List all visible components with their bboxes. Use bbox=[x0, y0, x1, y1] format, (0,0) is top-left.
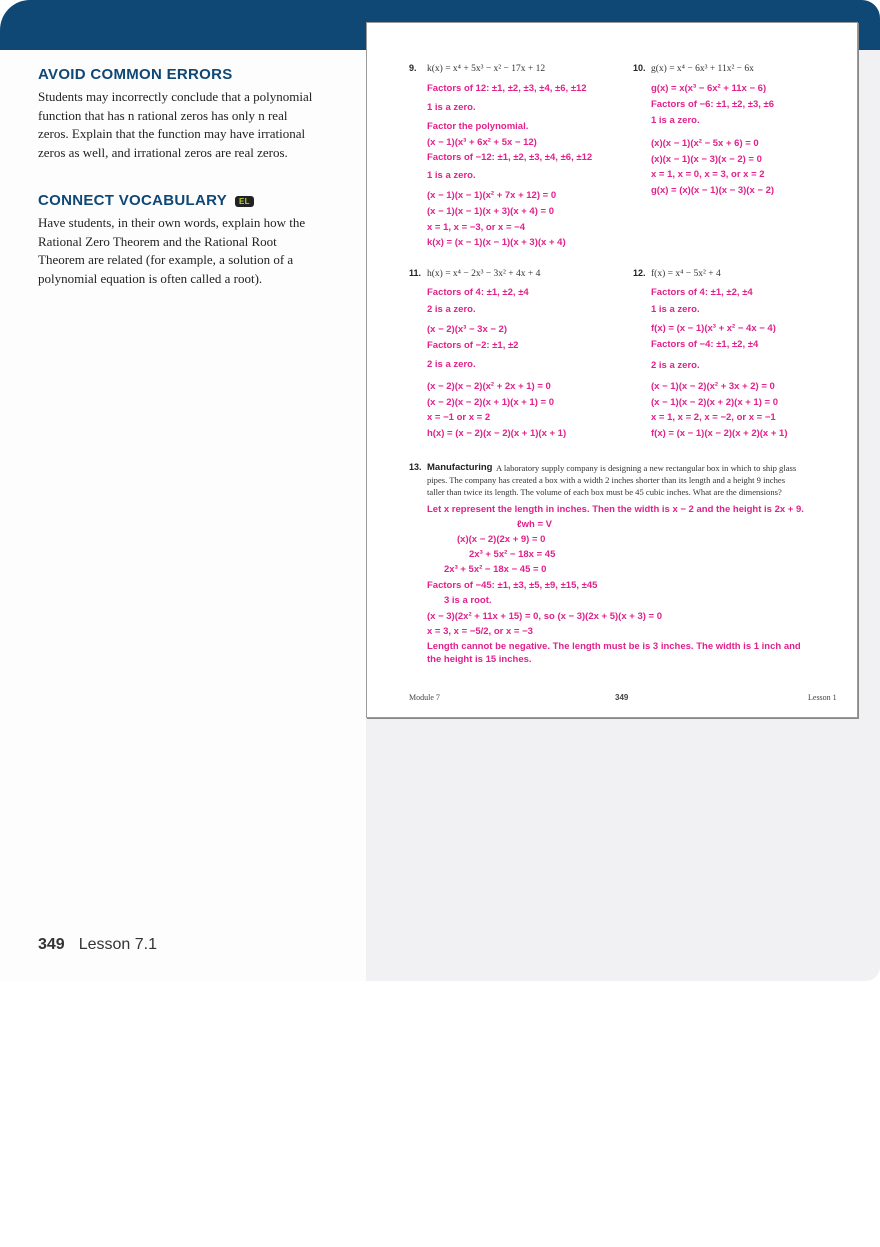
answer-line: (x − 2)(x − 2)(x² + 2x + 1) = 0 bbox=[427, 381, 551, 392]
answer-line: (x − 1)(x − 2)(x + 2)(x + 1) = 0 bbox=[651, 397, 778, 408]
teacher-notes-panel bbox=[0, 50, 366, 981]
answer-line: x = 1, x = −3, or x = −4 bbox=[427, 222, 525, 233]
answer-line: f(x) = (x − 1)(x³ + x² − 4x − 4) bbox=[651, 323, 776, 334]
problem-question-line: A laboratory supply company is designing a new rectangular box in which to ship glass bbox=[496, 463, 797, 473]
answer-line: Length cannot be negative. The length must be is 3 inches. The width is 1 inch and bbox=[427, 641, 801, 652]
heading-text: CONNECT VOCABULARY bbox=[38, 192, 228, 209]
text-line: Rational Zero Theorem and the Rational Root bbox=[38, 233, 277, 249]
answer-line: Factors of 4: ±1, ±2, ±4 bbox=[651, 287, 753, 298]
answer-line: (x)(x − 1)(x² − 5x + 6) = 0 bbox=[651, 138, 759, 149]
answer-line: k(x) = (x − 1)(x − 1)(x + 3)(x + 4) bbox=[427, 237, 566, 248]
problem-title: Manufacturing bbox=[427, 462, 493, 473]
answer-line: (x)(x − 1)(x − 3)(x − 2) = 0 bbox=[651, 154, 762, 165]
text-line: Students may incorrectly conclude that a polynomial bbox=[38, 89, 313, 104]
answer-line: 1 is a zero. bbox=[651, 304, 700, 315]
answer-line: f(x) = (x − 1)(x − 2)(x + 2)(x + 1) bbox=[651, 428, 788, 439]
answer-line: Factors of 12: ±1, ±2, ±3, ±4, ±6, ±12 bbox=[427, 83, 587, 94]
answer-line: Factors of −2: ±1, ±2 bbox=[427, 340, 519, 351]
problem-number: 11. bbox=[409, 268, 422, 278]
answer-line: 2 is a zero. bbox=[427, 359, 476, 370]
answer-line: Let x represent the length in inches. Then the width is x − 2 and the height is 2x + 9. bbox=[427, 504, 804, 515]
lesson-page-footer bbox=[38, 936, 157, 954]
answer-line: Factors of −12: ±1, ±2, ±3, ±4, ±6, ±12 bbox=[427, 152, 593, 163]
text-line: zeros as well, and irrational zeros are real zeros. bbox=[38, 145, 288, 161]
lesson-label: Lesson 7.1 bbox=[78, 936, 157, 953]
text-line: function that has n rational zeros has only n real bbox=[38, 107, 288, 123]
answer-line: Factors of 4: ±1, ±2, ±4 bbox=[427, 287, 529, 298]
problem-question: f(x) = x⁴ − 5x² + 4 bbox=[651, 269, 721, 279]
problem-number: 12. bbox=[633, 268, 646, 278]
answer-line: Factors of −4: ±1, ±2, ±4 bbox=[651, 339, 759, 350]
answer-line: 2 is a zero. bbox=[651, 360, 700, 371]
text-line: zeros. Explain that the function may have irrational bbox=[38, 126, 306, 142]
answer-line: 2x³ + 5x² − 18x = 45 bbox=[469, 549, 556, 560]
text-line: Theorem are related (for example, a solution of a bbox=[38, 252, 294, 268]
connect-vocabulary-text bbox=[38, 214, 328, 289]
answer-line: Factor the polynomial. bbox=[427, 121, 529, 132]
page-number: 349 bbox=[38, 936, 65, 953]
answer-line: (x − 2)(x³ − 3x − 2) bbox=[427, 324, 507, 335]
problem-question-line: taller than twice its length. The volume of each box must be 45 cubic inches. What are the dimensions? bbox=[427, 487, 782, 497]
problem-question: g(x) = x⁴ − 6x³ + 11x² − 6x bbox=[651, 64, 754, 74]
answer-line: (x − 3)(2x² + 11x + 15) = 0, so (x − 3)(2x + 5)(x + 3) = 0 bbox=[427, 611, 662, 622]
problem-question: k(x) = x⁴ + 5x³ − x² − 17x + 12 bbox=[427, 64, 546, 74]
answer-line: (x − 1)(x − 1)(x + 3)(x + 4) = 0 bbox=[427, 206, 554, 217]
problem-question-line: pipes. The company has created a box with a width 2 inches shorter than its length and a height 9 inches bbox=[427, 475, 786, 485]
problem-number: 10. bbox=[633, 63, 646, 73]
answer-line: (x − 2)(x − 2)(x + 1)(x + 1) = 0 bbox=[427, 397, 554, 408]
answer-line: (x − 1)(x³ + 6x² + 5x − 12) bbox=[427, 137, 537, 148]
avoid-common-errors-text bbox=[38, 88, 328, 163]
answer-line: the height is 15 inches. bbox=[427, 654, 532, 665]
answer-line: (x − 1)(x − 1)(x² + 7x + 12) = 0 bbox=[427, 190, 557, 201]
el-badge: EL bbox=[235, 196, 254, 207]
answer-line: 1 is a zero. bbox=[651, 115, 700, 126]
answer-line: 3 is a root. bbox=[444, 595, 492, 606]
text-line: Have students, in their own words, explain how the bbox=[38, 215, 306, 230]
answer-line: 1 is a zero. bbox=[427, 170, 476, 181]
problem-number: 9. bbox=[409, 63, 417, 73]
footer-lesson: Lesson 1 bbox=[808, 693, 837, 702]
answer-line: 2x³ + 5x² − 18x − 45 = 0 bbox=[444, 564, 547, 575]
problem-question: h(x) = x⁴ − 2x³ − 3x² + 4x + 4 bbox=[427, 269, 541, 279]
answer-line: g(x) = (x)(x − 1)(x − 3)(x − 2) bbox=[651, 185, 775, 196]
problem-number: 13. bbox=[409, 462, 422, 472]
footer-page-number: 349 bbox=[615, 693, 629, 702]
answer-line: 2 is a zero. bbox=[427, 304, 476, 315]
answer-line: Factors of −6: ±1, ±2, ±3, ±6 bbox=[651, 99, 775, 110]
student-page bbox=[366, 22, 858, 718]
avoid-common-errors-heading: AVOID COMMON ERRORS bbox=[38, 66, 233, 83]
footer-module: Module 7 bbox=[409, 693, 440, 702]
answer-line: 1 is a zero. bbox=[427, 102, 476, 113]
answer-line: (x)(x − 2)(2x + 9) = 0 bbox=[457, 534, 546, 545]
answer-line: x = 3, x = −5/2, or x = −3 bbox=[427, 626, 533, 637]
answer-line: ℓwh = V bbox=[517, 519, 552, 530]
answer-line: (x − 1)(x − 2)(x² + 3x + 2) = 0 bbox=[651, 381, 775, 392]
answer-line: x = −1 or x = 2 bbox=[427, 412, 491, 423]
answer-line: h(x) = (x − 2)(x − 2)(x + 1)(x + 1) bbox=[427, 428, 567, 439]
connect-vocabulary-heading bbox=[38, 192, 254, 209]
answer-line: g(x) = x(x³ − 6x² + 11x − 6) bbox=[651, 83, 767, 94]
answer-line: Factors of −45: ±1, ±3, ±5, ±9, ±15, ±45 bbox=[427, 580, 598, 591]
answer-line: x = 1, x = 0, x = 3, or x = 2 bbox=[651, 169, 765, 180]
text-line: polynomial equation is often called a root). bbox=[38, 271, 263, 287]
answer-line: x = 1, x = 2, x = −2, or x = −1 bbox=[651, 412, 776, 423]
